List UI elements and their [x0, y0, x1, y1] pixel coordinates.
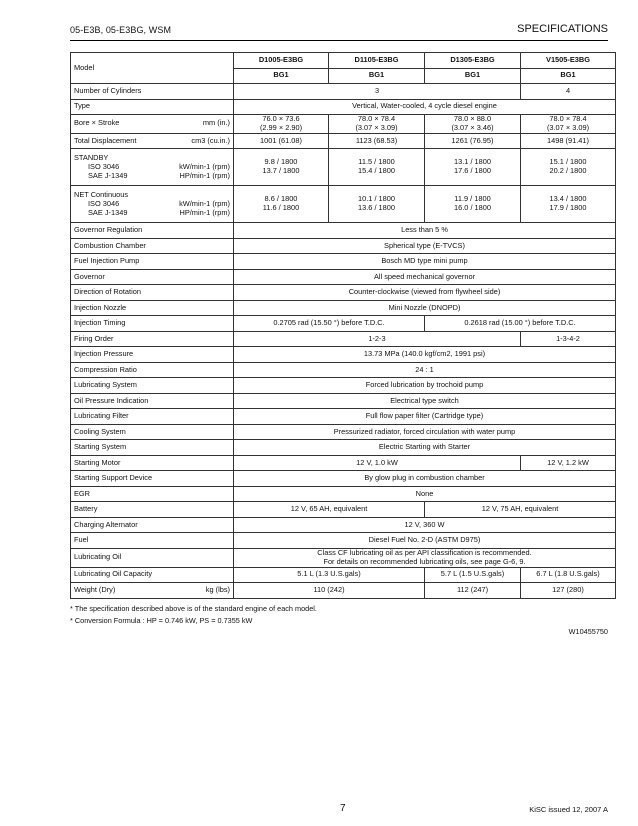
cell-value: None — [234, 486, 616, 502]
row-label: Number of Cylinders — [71, 84, 234, 100]
starting-motor-row — [71, 455, 616, 471]
cell-value: 1-2-3 — [234, 331, 521, 347]
document-code: 05-E3B, 05-E3BG, WSM — [70, 25, 172, 35]
lubricating-oil-row — [71, 548, 616, 567]
model-name: D1305-E3BG — [425, 53, 521, 69]
starting-system-row — [71, 440, 616, 456]
cell-value: Pressurized radiator, forced circulation with water pump — [234, 424, 616, 440]
cell-value: 0.2705 rad (15.50 °) before T.D.C. — [234, 316, 425, 332]
row-label: Direction of Rotation — [71, 285, 234, 301]
weight-row — [71, 583, 616, 599]
starting-support-row — [71, 471, 616, 487]
row-label: Combustion Chamber — [71, 238, 234, 254]
fuel-row — [71, 533, 616, 549]
model-label: Model — [71, 53, 234, 84]
injection-pressure-row — [71, 347, 616, 363]
cooling-system-row — [71, 424, 616, 440]
row-label: Fuel Injection Pump — [71, 254, 234, 270]
model-name: D1005-E3BG — [234, 53, 329, 69]
label-text: Bore × Stroke — [74, 118, 120, 128]
section-title: SPECIFICATIONS — [517, 23, 608, 35]
row-label: Lubricating System — [71, 378, 234, 394]
label-text: Weight (Dry) — [74, 584, 116, 594]
row-label: STANDBY ISO 3046 kW/min-1 (rpm) SAE J-1349 HP/min-1 (rpm) — [71, 149, 234, 186]
cell-value: Less than 5 % — [234, 223, 616, 239]
row-label: Lubricating Oil Capacity — [71, 567, 234, 583]
reference-code: W10455750 — [568, 627, 608, 636]
row-label: Firing Order — [71, 331, 234, 347]
row-label: Injection Nozzle — [71, 300, 234, 316]
combustion-chamber-row — [71, 238, 616, 254]
cell-value: Counter-clockwise (viewed from flywheel side) — [234, 285, 616, 301]
displacement-row — [71, 133, 616, 149]
row-label — [71, 583, 234, 599]
specifications-table — [70, 52, 616, 599]
governor-row — [71, 269, 616, 285]
model-name: V1505-E3BG — [521, 53, 616, 69]
cell-value: By glow plug in combustion chamber — [234, 471, 616, 487]
cell-value: Diesel Fuel No. 2-D (ASTM D975) — [234, 533, 616, 549]
footnote: * The specification described above is of the standard engine of each model. — [70, 604, 317, 613]
cell-value: 12 V, 360 W — [234, 517, 616, 533]
cell-value: Vertical, Water-cooled, 4 cycle diesel engine — [234, 99, 616, 115]
cell-value: Bosch MD type mini pump — [234, 254, 616, 270]
row-label: Injection Pressure — [71, 347, 234, 363]
footnote: * Conversion Formula : HP = 0.746 kW, PS = 0.7355 kW — [70, 616, 253, 625]
cell-value: 8.6 / 1800 11.6 / 1800 — [234, 186, 329, 223]
cell-value: All speed mechanical governor — [234, 269, 616, 285]
cell-value: 1261 (76.95) — [425, 133, 521, 149]
cell-value: 5.1 L (1.3 U.S.gals) — [234, 567, 425, 583]
unit-text: mm (in.) — [202, 118, 230, 128]
oil-pressure-indication-row — [71, 393, 616, 409]
cell-value: 78.0 × 78.4 (3.07 × 3.09) — [329, 115, 425, 134]
cell-value: 13.4 / 1800 17.9 / 1800 — [521, 186, 616, 223]
battery-row — [71, 502, 616, 518]
row-label: EGR — [71, 486, 234, 502]
charging-alternator-row — [71, 517, 616, 533]
cell-value: 15.1 / 1800 20.2 / 1800 — [521, 149, 616, 186]
row-label: Compression Ratio — [71, 362, 234, 378]
row-label — [71, 133, 234, 149]
rotation-row — [71, 285, 616, 301]
cell-value: 3 — [234, 84, 521, 100]
model-code: BG1 — [425, 68, 521, 84]
cell-value: 12 V, 1.2 kW — [521, 455, 616, 471]
model-code: BG1 — [234, 68, 329, 84]
unit-text: cm3 (cu.in.) — [191, 135, 230, 145]
cell-value: 13.1 / 1800 17.6 / 1800 — [425, 149, 521, 186]
model-code: BG1 — [329, 68, 425, 84]
cell-value: 1-3-4-2 — [521, 331, 616, 347]
cell-value: 11.5 / 1800 15.4 / 1800 — [329, 149, 425, 186]
bore-stroke-row — [71, 115, 616, 134]
row-label: Lubricating Filter — [71, 409, 234, 425]
type-row — [71, 99, 616, 115]
cell-value: 110 (242) — [234, 583, 425, 599]
cell-value: 1001 (61.08) — [234, 133, 329, 149]
cell-value: 127 (280) — [521, 583, 616, 599]
cell-value: Mini Nozzle (DNOPD) — [234, 300, 616, 316]
row-label: Type — [71, 99, 234, 115]
cell-value: 78.0 × 78.4 (3.07 × 3.09) — [521, 115, 616, 134]
cell-value: 112 (247) — [425, 583, 521, 599]
net-continuous-row — [71, 186, 616, 223]
standby-row — [71, 149, 616, 186]
row-label: Governor Regulation — [71, 223, 234, 239]
egr-row — [71, 486, 616, 502]
oil-capacity-row — [71, 567, 616, 583]
firing-order-row — [71, 331, 616, 347]
row-label — [71, 115, 234, 134]
injection-nozzle-row — [71, 300, 616, 316]
cell-value: 1498 (91.41) — [521, 133, 616, 149]
label-text: Total Displacement — [74, 135, 137, 145]
cell-value: 5.7 L (1.5 U.S.gals) — [425, 567, 521, 583]
cell-value: Class CF lubricating oil as per API classification is recommended. For details on recommended lubricating oils, see page G-6, 9. — [234, 548, 616, 567]
lubricating-system-row — [71, 378, 616, 394]
row-label: Lubricating Oil — [71, 548, 234, 567]
cell-value: 4 — [521, 84, 616, 100]
page-number: 7 — [340, 803, 346, 814]
row-label: Fuel — [71, 533, 234, 549]
cell-value: 10.1 / 1800 13.6 / 1800 — [329, 186, 425, 223]
row-label: Governor — [71, 269, 234, 285]
cell-value: 6.7 L (1.8 U.S.gals) — [521, 567, 616, 583]
row-label: Oil Pressure Indication — [71, 393, 234, 409]
cell-value: 24 : 1 — [234, 362, 616, 378]
row-label: Charging Alternator — [71, 517, 234, 533]
cell-value: 12 V, 65 AH, equivalent — [234, 502, 425, 518]
cell-value: Spherical type (E-TVCS) — [234, 238, 616, 254]
model-name-row — [71, 53, 616, 69]
governor-regulation-row — [71, 223, 616, 239]
cell-value: 78.0 × 88.0 (3.07 × 3.46) — [425, 115, 521, 134]
row-label: Starting System — [71, 440, 234, 456]
cell-value: 9.8 / 1800 13.7 / 1800 — [234, 149, 329, 186]
compression-ratio-row — [71, 362, 616, 378]
cell-value: 12 V, 75 AH, equivalent — [425, 502, 616, 518]
cell-value: 76.0 × 73.6 (2.99 × 2.90) — [234, 115, 329, 134]
cell-value: Forced lubrication by trochoid pump — [234, 378, 616, 394]
cell-value: 1123 (68.53) — [329, 133, 425, 149]
cell-value: Full flow paper filter (Cartridge type) — [234, 409, 616, 425]
row-label: Cooling System — [71, 424, 234, 440]
row-label: Injection Timing — [71, 316, 234, 332]
cell-value: 0.2618 rad (15.00 °) before T.D.C. — [425, 316, 616, 332]
lubricating-filter-row — [71, 409, 616, 425]
cell-value: 12 V, 1.0 kW — [234, 455, 521, 471]
cell-value: 13.73 MPa (140.0 kgf/cm2, 1991 psi) — [234, 347, 616, 363]
header-rule — [70, 40, 608, 41]
cell-value: Electric Starting with Starter — [234, 440, 616, 456]
row-label: NET Continuous ISO 3046 kW/min-1 (rpm) SAE J-1349 HP/min-1 (rpm) — [71, 186, 234, 223]
row-label: Starting Motor — [71, 455, 234, 471]
cylinders-row — [71, 84, 616, 100]
unit-text: kg (lbs) — [205, 584, 230, 594]
injection-timing-row — [71, 316, 616, 332]
cell-value: 11.9 / 1800 16.0 / 1800 — [425, 186, 521, 223]
issue-note: KiSC issued 12, 2007 A — [529, 805, 608, 814]
row-label: Battery — [71, 502, 234, 518]
fuel-pump-row — [71, 254, 616, 270]
model-name: D1105-E3BG — [329, 53, 425, 69]
row-label: Starting Support Device — [71, 471, 234, 487]
model-code: BG1 — [521, 68, 616, 84]
cell-value: Electrical type switch — [234, 393, 616, 409]
